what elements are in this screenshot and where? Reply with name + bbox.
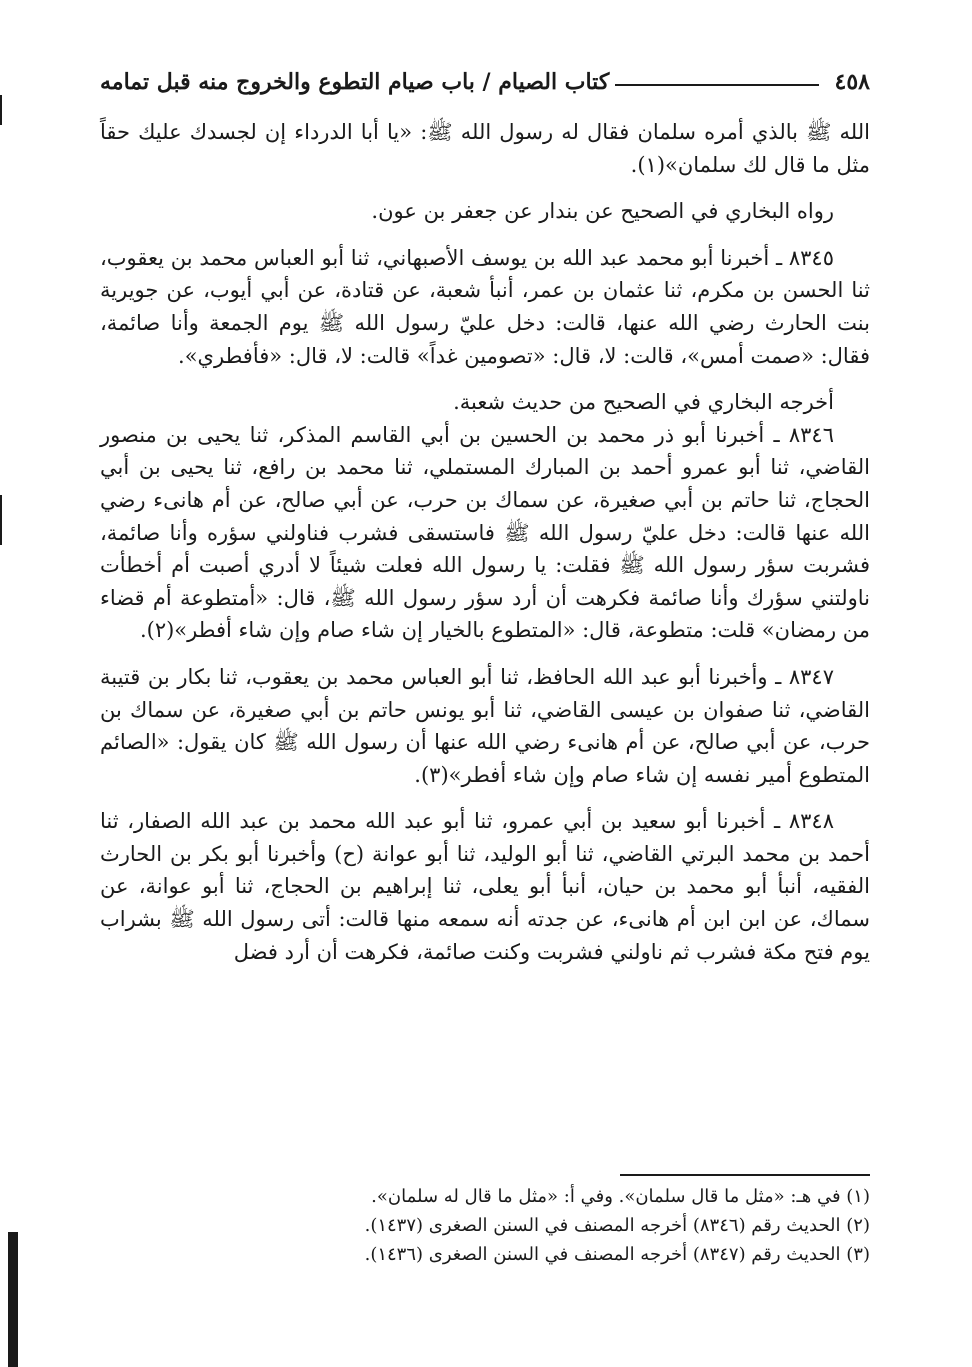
- scan-edge-mark: [0, 495, 2, 545]
- paragraph-hadith-8346: ٨٣٤٦ ـ أخبرنا أبو ذر محمد بن الحسين بن أبي القاسم المذكر، ثنا يحيى بن منصور القاضي، ثنا أبو عمرو أحمد بن المبارك المستملي، ثنا محمد بن رافع، ثنا يحيى بن أبي الحجاج، ثنا حاتم بن أبي صغيرة، عن سماك بن حرب، عن أبي صالح، عن أم هانىء رضي الله عنها قالت: دخل عليّ رسول الله ﷺ فاستسقى فشرب فناولني سؤره وأنا صائمة، فشربت سؤر رسول الله ﷺ فقلت: يا رسول الله فعلت شيئاً لا أدري أصبت أم أخطأت ناولتني سؤرك وأنا صائمة فكرهت أن أرد سؤر رسول الله ﷺ، قال: «أمتطوعة أم قضاء من رمضان» قلت: متطوعة، قال: «المتطوع بالخيار إن شاء صام وإن شاء أفطر»(٢).: [100, 422, 870, 643]
- paragraph-hadith-8345: ٨٣٤٥ ـ أخبرنا أبو محمد عبد الله بن يوسف الأصبهاني، ثنا أبو العباس محمد بن يعقوب، ثنا الحسن بن مكرم، ثنا عثمان بن عمر، أنبأ شعبة، عن قتادة، عن أبي أيوب، عن جويرية بنت الحارث رضي الله عنها، قالت: دخل عليّ رسول الله ﷺ يوم الجمعة وأنا صائمة، فقال: «صمت أمس»، قالت: لا، قال: «تصومين غداً» قالت: لا، قال: «فأفطري».: [100, 245, 870, 368]
- page-number: ٤٥٨: [834, 69, 870, 95]
- paragraph-hadith-8348: ٨٣٤٨ ـ أخبرنا أبو سعيد بن أبي عمرو، ثنا أبو عبد الله محمد بن عبد الله الصفار، ثنا أحمد بن محمد البرتي القاضي، ثنا أبو الوليد، ثنا أبو عوانة (ح) وأخبرنا أبو بكر بن الحارث الفقيه، أنبأ أبو محمد بن حيان، أنبأ أبو يعلى، ثنا إبراهيم بن الحجاج، ثنا أبو عوانة، عن سماك، عن ابن ابن أم هانىء، عن جدته أنه سمعه منها قالت: أتى رسول الله ﷺ بشراب يوم فتح مكة فشرب ثم ناولني فشربت وكنت صائمة، فكرهت أن أرد فضل: [100, 809, 870, 964]
- header-rule: [615, 84, 818, 86]
- footnote-separator: [620, 1174, 870, 1176]
- paragraph-continuation: الله ﷺ بالذي أمره سلمان فقال له رسول الله ﷺ: «يا أبا الدرداء إن لجسدك عليك حقاً مثل ما قال لك سلمان»(١).: [100, 120, 870, 177]
- footnote-1: (١) في هـ: «مثل ما قال سلمان». وفي أ: «مثل ما قال له سلمان».: [371, 1186, 870, 1207]
- scan-edge-mark: [0, 95, 2, 125]
- footnotes: [100, 1182, 870, 1269]
- paragraph-narration-note: رواه البخاري في الصحيح عن بندار عن جعفر بن عون.: [371, 199, 834, 224]
- chapter-title: كتاب الصيام / باب صيام التطوع والخروج منه قبل تمامه: [100, 69, 610, 95]
- footnote-2: (٢) الحديث رقم (٨٣٤٦) أخرجه المصنف في السنن الصغرى (١٤٣٧).: [364, 1215, 870, 1236]
- paragraph-hadith-8347: ٨٣٤٧ ـ وأخبرنا أبو عبد الله الحافظ، ثنا أبو العباس محمد بن يعقوب، ثنا بكار بن قتيبة القاضي، ثنا صفوان بن عيسى القاضي، ثنا أبو يونس حاتم بن أبي صغيرة، عن سماك بن حرب، عن أبي صالح، عن أم هانىء رضي الله عنها أن رسول الله ﷺ كان يقول: «الصائم المتطوع أمير نفسه إن شاء صام وإن شاء أفطر»(٣).: [100, 664, 870, 787]
- running-header: [100, 64, 870, 100]
- paragraph-narration-note: أخرجه البخاري في الصحيح من حديث شعبة.: [453, 390, 834, 415]
- footnote-3: (٣) الحديث رقم (٨٣٤٧) أخرجه المصنف في السنن الصغرى (١٤٣٦).: [364, 1244, 870, 1265]
- main-text: [100, 116, 870, 968]
- scan-edge-mark: [8, 1232, 18, 1367]
